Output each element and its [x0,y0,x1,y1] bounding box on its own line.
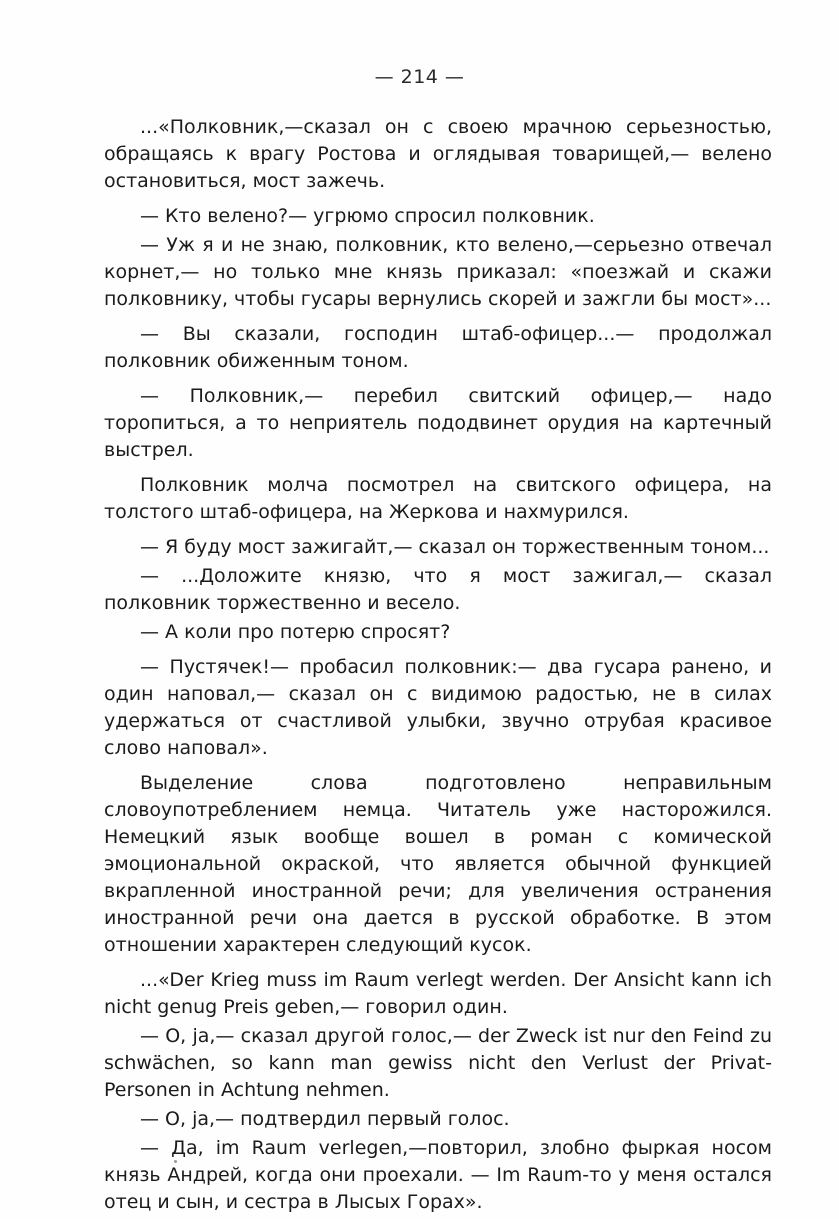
page-number: — 214 — [374,66,465,88]
paper-speck [174,1160,177,1163]
body-text [104,114,772,1224]
paragraph-11: Выделение слова подготовлено неправильным словоупотреблением немца. Читатель уже насторожился. Немецкий язык вообще вошел в роман с комической эмоциональной окраской, что является обычной функцией вкрапленной иностранной речи; для увеличения остранения иностранной речи она дается в русской обработке. В этом отношении характерен следующий кусок. [104,772,772,956]
paragraph-6: Полковник молча посмотрел на свитского офицера, на толстого штаб-офицера, на Жеркова и нахмурился. [104,474,772,523]
paragraph-7: — Я буду мост зажигайт,— сказал он торжественным тоном... [140,536,770,558]
paragraph-12: ...«Der Krieg muss im Raum verlegt werden. Der Ansicht kann ich nicht genug Preis geben,— говорил один. [104,969,772,1018]
paragraph-15: — Да, im Raum verlegen,—повторил, злобно фыркая носом князь Андрей, когда они проехали. — Im Raum-то у меня остался отец и сын, и сестра в Лысых Горах». [104,1137,772,1213]
paragraph-1: ...«Полковник,—сказал он с своею мрачною серьезностью, обращаясь к врагу Ростова и оглядывая товарищей,— велено остановиться, мост зажечь. [104,116,772,192]
paragraph-14: — O, ja,— подтвердил первый голос. [140,1108,510,1130]
paragraph-5: — Полковник,— перебил свитский офицер,— надо торопиться, а то неприятель пододвинет орудия на картечный выстрел. [104,385,772,461]
paragraph-4: — Вы сказали, господин штаб-офицер...— продолжал полковник обиженным тоном. [104,323,772,372]
paragraph-3: — Уж я и не знаю, полковник, кто велено,—серьезно отвечал корнет,— но только мне князь приказал: «поезжай и скажи полковнику, чтобы гусары вернулись скорей и зажгли бы мост»... [104,234,772,310]
paragraph-8: — ...Доложите князю, что я мост зажигал,— сказал полковник торжественно и весело. [104,565,772,614]
paragraph-10: — Пустячек!— пробасил полковник:— два гусара ранено, и один наповал,— сказал он с видимою радостью, не в силах удержаться от счастливой улыбки, звучно отрубая красивое слово наповал». [104,656,772,759]
paragraph-13: — O, ja,— сказал другой голос,— der Zweck ist nur den Feind zu schwächen, so kann man gewiss nicht den Verlust der Privat-Personen in Achtung nehmen. [104,1025,772,1101]
paragraph-2: — Кто велено?— угрюмо спросил полковник. [140,205,595,227]
paragraph-9: — А коли про потерю спросят? [140,621,451,643]
